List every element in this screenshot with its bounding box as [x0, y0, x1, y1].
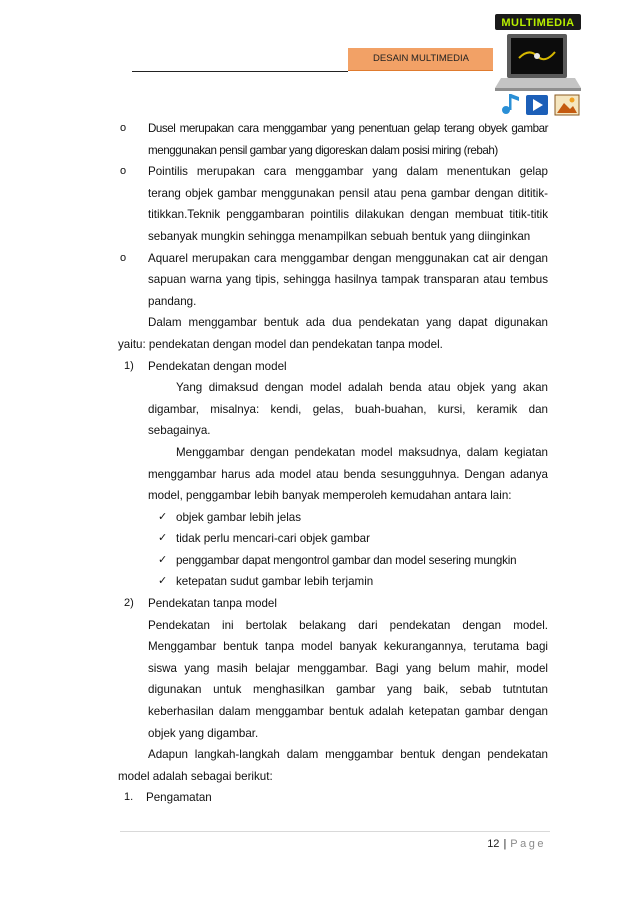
- section-number: 2): [124, 597, 134, 610]
- step-number: 1.: [124, 791, 134, 804]
- check-icon: ✓: [158, 575, 168, 588]
- steps-list: [120, 787, 548, 809]
- header-rule: [132, 71, 348, 72]
- section-number: 1): [124, 359, 134, 372]
- footer-separator: |: [503, 838, 507, 850]
- closing-paragraph: Adapun langkah-langkah dalam menggambar bentuk dengan pendekatan model adalah sebagai berikut:: [118, 748, 548, 783]
- check-icon: ✓: [158, 510, 168, 523]
- list-item: o Pointilis merupakan cara menggambar yang dalam menentukan gelap terang objek gambar menggunakan pensil atau pena gambar dengan dititik- titikkan.Teknik penggambaran pointilis dilakukan dengan membuat titik-titik sebanyak mungkin sehingga menampilkan sebuah bentuk yang diinginkan: [120, 161, 548, 247]
- multimedia-logo: [493, 14, 583, 117]
- bullet-marker: o: [120, 122, 126, 134]
- logo-text: MULTIMEDIA: [501, 17, 575, 29]
- section-pendekatan-tanpa-model: 2) Pendekatan tanpa model Pendekatan ini bertolak belakang dari pendekatan dengan model. Menggambar bentuk tanpa model banyak kekurangannya, terutama bagi siswa yang masih belajar menggambar. Bagi yang belum mahir, model digunakan untuk menghasilkan gambar yang baik, sebab tutntutan keberhasilan dalam menggambar bentuk adalah ketepatan gambar dengan objek yang digambar.: [120, 593, 548, 744]
- step-label: Pengamatan: [146, 791, 212, 805]
- section-pendekatan-dengan-model: 1) Pendekatan dengan model Yang dimaksud dengan model adalah benda atau objek yang akan digambar, misalnya: kendi, gelas, buah-buahan, kursi, keramik dan sebagainya. Menggambar dengan pendekatan model maksudnya, dalam kegiatan menggambar harus ada model atau benda sesungguhnya. Dengan adanya model, penggambar lebih banyak memperoleh kemudahan antara lain: ✓ objek gambar lebih jelas ✓ tidak perlu mencari-cari objek gambar ✓ penggambar dapat mengontrol gambar dan model sesering mungkin ✓ ketepatan sudut gambar lebih terjamin: [120, 356, 548, 594]
- header-title: DESAIN MULTIMEDIA: [348, 48, 494, 71]
- document-body: [120, 118, 548, 809]
- bullet-marker: o: [120, 251, 127, 264]
- page-footer: [487, 838, 546, 850]
- section-heading: Pendekatan dengan model: [148, 359, 287, 373]
- section-heading: Pendekatan tanpa model: [148, 597, 277, 611]
- checklist: ✓ objek gambar lebih jelas ✓ tidak perlu mencari-cari objek gambar ✓ penggambar dapat mengontrol gambar dan model sesering mungkin ✓ ketepatan sudut gambar lebih terjamin: [120, 507, 548, 593]
- list-item: o Dusel merupakan cara menggambar yang penentuan gelap terang obyek gambar menggunakan pensil gambar yang digoreskan dalam posisi miring (rebah): [120, 118, 548, 161]
- footer-rule: [120, 831, 550, 832]
- list-item: o Aquarel merupakan cara menggambar dengan menggunakan cat air dengan sapuan warna yang tipis, sehingga hasilnya tampak transparan atau tembus pandang.: [120, 248, 548, 313]
- page-number: 12: [487, 838, 500, 850]
- check-icon: ✓: [158, 553, 168, 566]
- bullet-marker: o: [120, 165, 127, 178]
- intro-paragraph: Dalam menggambar bentuk ada dua pendekatan yang dapat digunakan yaitu: pendekatan dengan model dan pendekatan tanpa model.: [118, 316, 548, 351]
- check-icon: ✓: [158, 532, 168, 545]
- page-word: Page: [510, 838, 546, 850]
